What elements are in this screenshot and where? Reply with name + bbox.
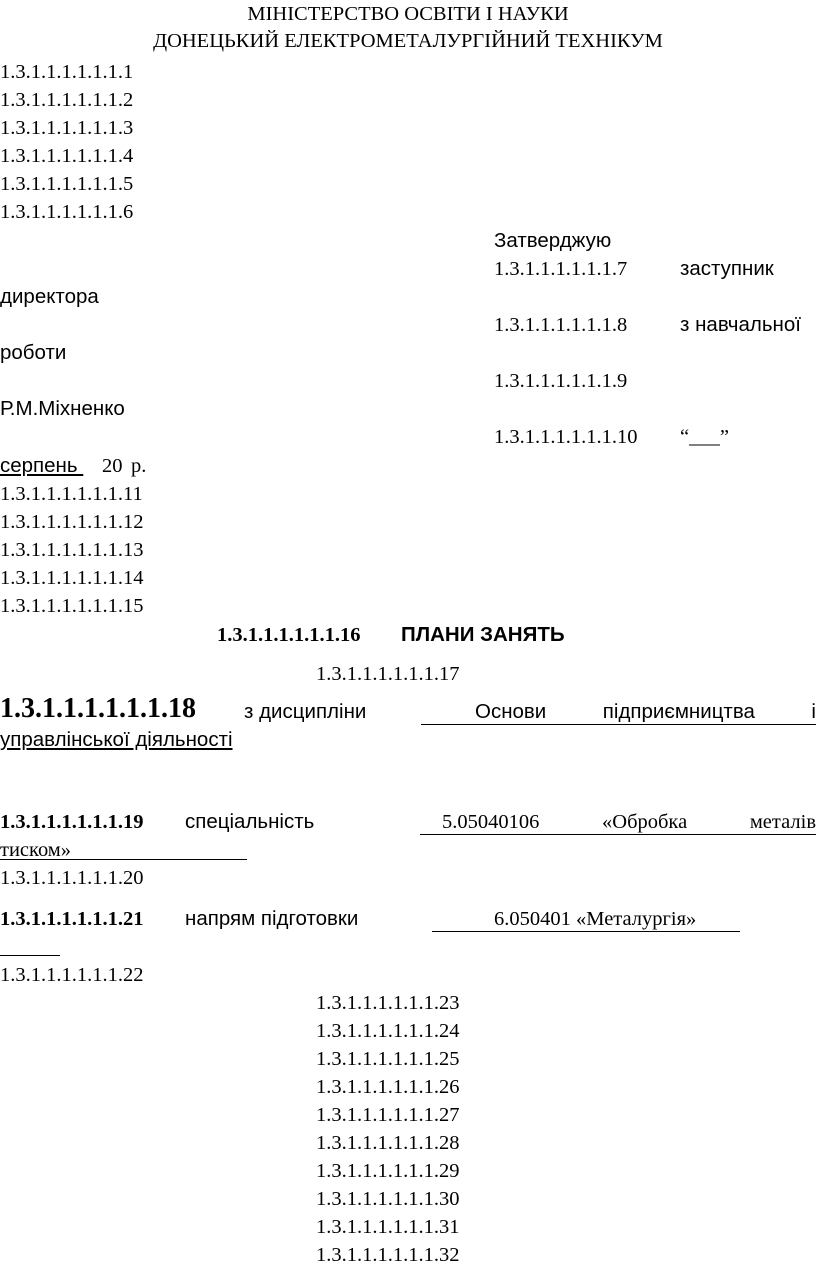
list-item: 1.3.1.1.1.1.1.1.17	[316, 663, 460, 685]
director-label: директора	[0, 285, 99, 308]
list-item: 1.3.1.1.1.1.1.1.8	[494, 314, 628, 336]
list-item: 1.3.1.1.1.1.1.1.26	[316, 1076, 460, 1098]
direction-value: 6.050401 «Металургія»	[494, 908, 697, 930]
list-item: 1.3.1.1.1.1.1.1.24	[316, 1020, 460, 1042]
list-item: 1.3.1.1.1.1.1.1.13	[0, 539, 144, 561]
list-item: 1.3.1.1.1.1.1.1.6	[0, 201, 134, 223]
list-item: 1.3.1.1.1.1.1.1.9	[494, 370, 628, 392]
specialty-word: «Обробка	[602, 811, 688, 833]
list-item: 1.3.1.1.1.1.1.1.14	[0, 567, 144, 589]
discipline-value	[421, 702, 816, 725]
list-item: 1.3.1.1.1.1.1.1.28	[316, 1132, 460, 1154]
list-item: 1.3.1.1.1.1.1.1.5	[0, 173, 134, 195]
discipline-label: з дисципліни	[244, 700, 367, 723]
list-item: 1.3.1.1.1.1.1.1.23	[316, 992, 460, 1014]
date-month: серпень	[0, 454, 84, 477]
specialty-word: металів	[749, 811, 816, 833]
list-item: 1.3.1.1.1.1.1.1.11	[0, 483, 143, 505]
approver-name: Р.М.Міхненко	[0, 397, 125, 420]
specialty-label: спеціальність	[185, 810, 315, 833]
specialty-underline	[0, 859, 247, 860]
list-item: 1.3.1.1.1.1.1.1.4	[0, 145, 134, 167]
list-item: 1.3.1.1.1.1.1.1.27	[316, 1104, 460, 1126]
work-label: роботи	[0, 341, 67, 364]
deputy-label: заступник	[680, 257, 774, 280]
date-year: 20	[102, 455, 123, 477]
list-item: 1.3.1.1.1.1.1.1.1	[0, 61, 134, 83]
list-item: 1.3.1.1.1.1.1.1.29	[316, 1160, 460, 1182]
specialty-value-continued: тиском»	[0, 839, 72, 861]
list-item: 1.3.1.1.1.1.1.1.15	[0, 595, 144, 617]
list-item: 1.3.1.1.1.1.1.1.20	[0, 867, 144, 889]
list-item: 1.3.1.1.1.1.1.1.31	[316, 1216, 460, 1238]
academic-label: з навчальної	[680, 313, 801, 336]
ministry-heading: МІНІСТЕРСТВО ОСВІТИ І НАУКИ	[247, 3, 569, 25]
discipline-word: Основи	[475, 700, 547, 723]
list-item: 1.3.1.1.1.1.1.1.22	[0, 964, 144, 986]
list-item: 1.3.1.1.1.1.1.1.7	[494, 258, 628, 280]
list-item: 1.3.1.1.1.1.1.1.25	[316, 1048, 460, 1070]
specialty-number: 1.3.1.1.1.1.1.1.19	[0, 811, 144, 833]
approve-label: Затверджую	[494, 229, 612, 252]
discipline-number: 1.3.1.1.1.1.1.1.18	[0, 693, 196, 724]
specialty-word: 5.05040106	[442, 811, 540, 833]
direction-underline	[432, 931, 740, 932]
specialty-value	[420, 812, 816, 835]
discipline-value-continued: управлінської діяльності	[0, 728, 233, 751]
page-title: ПЛАНИ ЗАНЯТЬ	[401, 623, 565, 646]
college-heading: ДОНЕЦЬКИЙ ЕЛЕКТРОМЕТАЛУРГІЙНИЙ ТЕХНІКУМ	[153, 30, 663, 52]
list-item: 1.3.1.1.1.1.1.1.32	[316, 1244, 460, 1266]
direction-underline-continued	[0, 955, 60, 956]
list-item: 1.3.1.1.1.1.1.1.2	[0, 89, 134, 111]
list-item: 1.3.1.1.1.1.1.1.30	[316, 1188, 460, 1210]
list-item: 1.3.1.1.1.1.1.1.3	[0, 117, 134, 139]
list-item: 1.3.1.1.1.1.1.1.12	[0, 511, 144, 533]
discipline-word: і	[811, 700, 816, 723]
discipline-word: підприємництва	[602, 700, 755, 723]
title-number: 1.3.1.1.1.1.1.1.16	[217, 624, 361, 646]
date-year-suffix: р.	[131, 455, 147, 477]
direction-label: напрям підготовки	[185, 907, 359, 930]
list-item: 1.3.1.1.1.1.1.1.10	[494, 426, 638, 448]
date-day-field: “___”	[680, 426, 729, 448]
direction-number: 1.3.1.1.1.1.1.1.21	[0, 908, 144, 930]
